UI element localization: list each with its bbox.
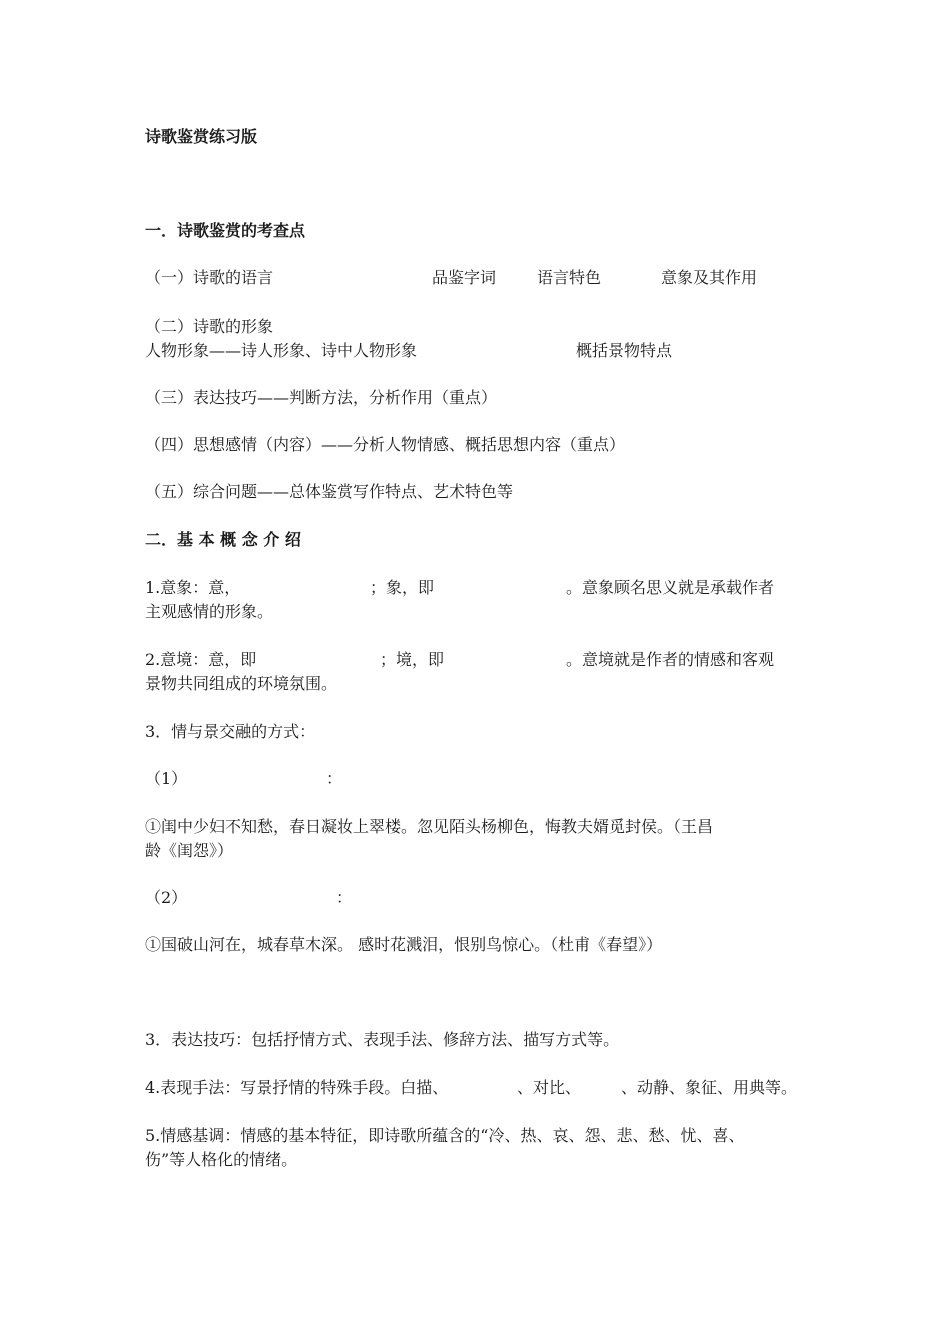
example1-line2: 龄《闺怨》） — [145, 841, 234, 860]
concept2-b: ；境，即 — [380, 650, 445, 669]
method2-colon: ： — [336, 888, 353, 907]
item3: （三）表达技巧——判断方法，分析作用（重点） — [145, 388, 498, 407]
concept5-a: 4.表现手法：写景抒情的特殊手段。白描、 — [145, 1078, 449, 1097]
item4: （四）思想感情（内容）——分析人物情感、概括思想内容（重点） — [145, 435, 626, 454]
concept2-d: 景物共同组成的环境氛围。 — [145, 674, 338, 693]
concept5-b: 、对比、 — [517, 1078, 582, 1097]
item2-sub-b: 概括景物特点 — [576, 341, 673, 360]
concept2-a: 2.意境：意，即 — [145, 650, 257, 669]
item2-sub-a: 人物形象——诗人形象、诗中人物形象 — [145, 341, 418, 360]
document-title: 诗歌鉴赏练习版 — [145, 127, 258, 146]
section1-heading: 一．诗歌鉴赏的考查点 — [145, 221, 306, 240]
item2-label: （二）诗歌的形象 — [145, 317, 274, 336]
method1-label: （1） — [145, 769, 188, 788]
item1-sub-b: 语言特色 — [537, 268, 602, 287]
method1-colon: ： — [326, 769, 343, 788]
item5: （五）综合问题——总体鉴赏写作特点、艺术特色等 — [145, 482, 514, 501]
concept6-line1: 5.情感基调：情感的基本特征，即诗歌所蕴含的“冷、热、哀、怨、悲、愁、忧、喜、 — [145, 1126, 745, 1145]
method2-label: （2） — [145, 888, 188, 907]
item1-sub-a: 品鉴字词 — [432, 268, 497, 287]
concept4: 3．表达技巧：包括抒情方式、表现手法、修辞方法、描写方式等。 — [145, 1030, 620, 1049]
item1-sub-c: 意象及其作用 — [661, 268, 758, 287]
concept6-line2: 伤”等人格化的情绪。 — [145, 1150, 298, 1169]
example1-line1: ①闺中少妇不知愁，春日凝妆上翠楼。忽见陌头杨柳色，悔教夫婿觅封侯。（王昌 — [145, 817, 714, 836]
concept2-c: 。意境就是作者的情感和客观 — [566, 650, 775, 669]
item1-label: （一）诗歌的语言 — [145, 268, 274, 287]
section2-heading: 二．基 本 概 念 介 绍 — [145, 530, 301, 549]
concept1-c: 。意象顾名思义就是承载作者 — [566, 578, 775, 597]
concept1-d: 主观感情的形象。 — [145, 602, 274, 621]
concept1-b: ；象，即 — [370, 578, 435, 597]
concept1-a: 1.意象：意， — [145, 578, 241, 597]
example2: ①国破山河在，城春草木深。 感时花溅泪，恨别鸟惊心。（杜甫《春望》） — [145, 935, 663, 954]
concept3: 3．情与景交融的方式： — [145, 722, 316, 741]
concept5-c: 、动静、象征、用典等。 — [621, 1078, 798, 1097]
